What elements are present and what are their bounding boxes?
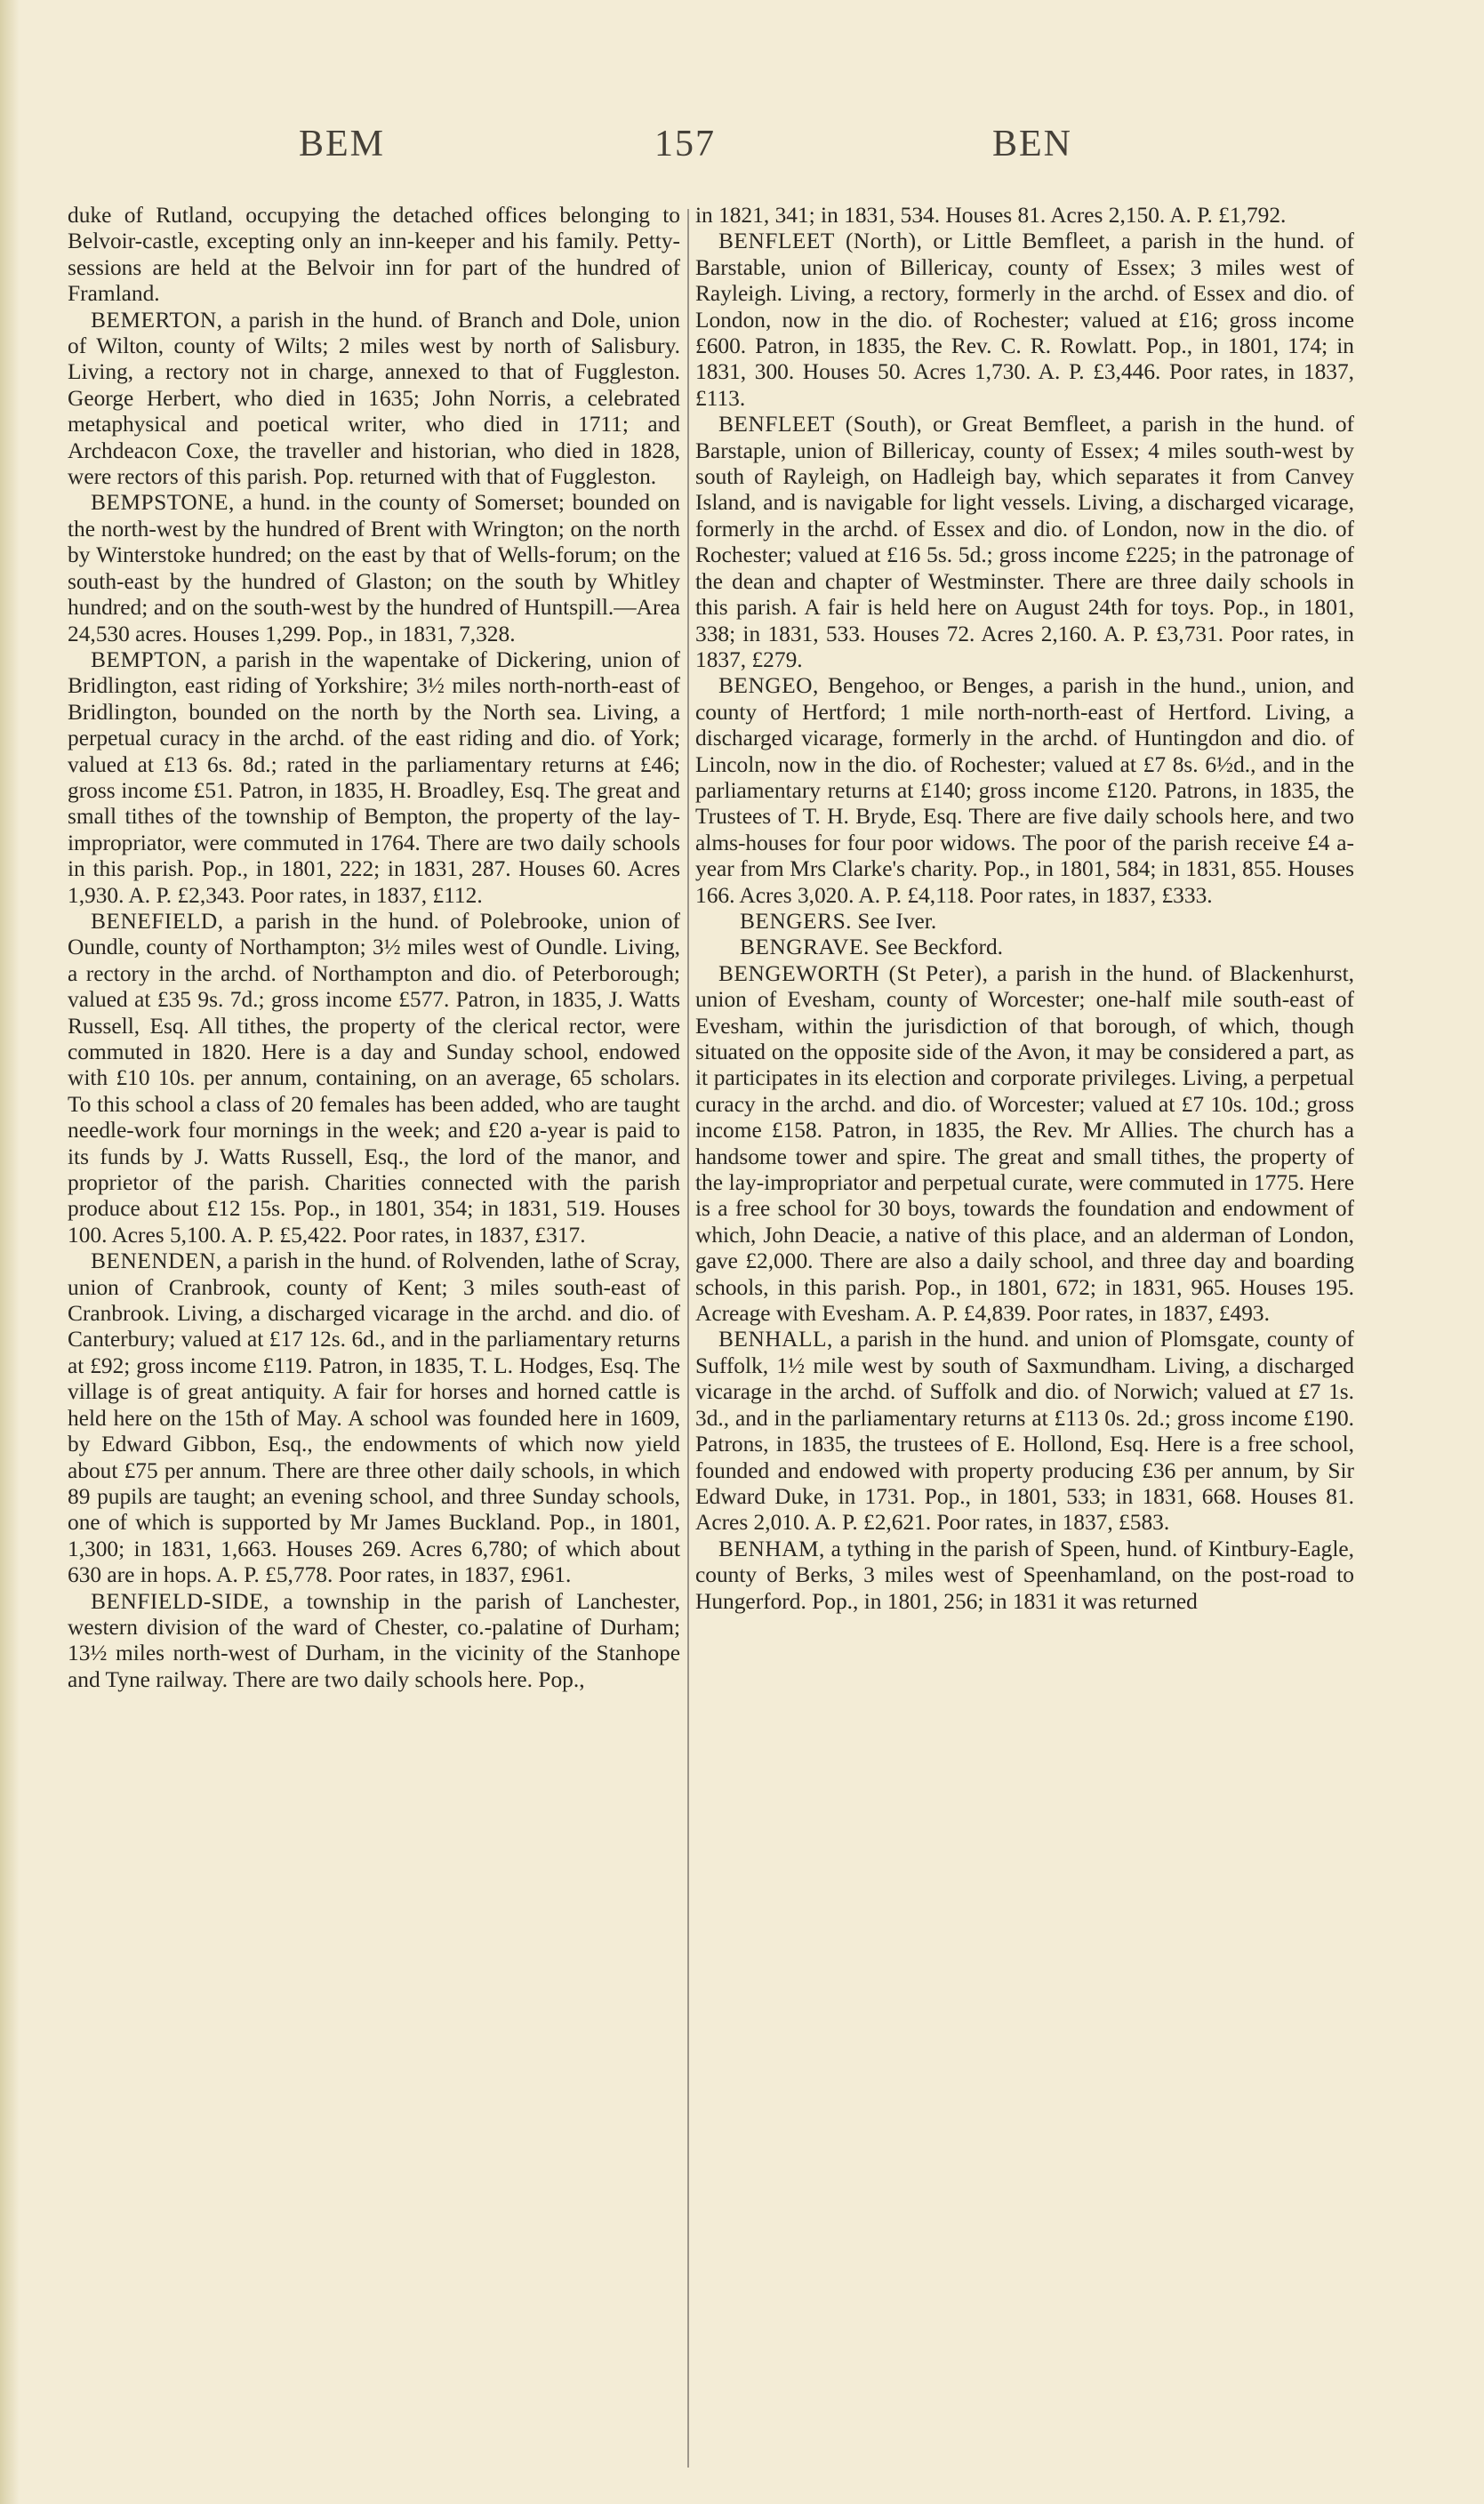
entry-headword: BEMERTON, — [91, 307, 223, 333]
gazetteer-entry — [68, 1589, 680, 1694]
page-number: 157 — [654, 124, 716, 165]
entry-continuation — [695, 203, 1354, 229]
entry-text: or Great Bemfleet, a parish in the hund. of Barstaple, union of Billericay, county of Essex; 4 miles south-west by south of Rayleigh, on Hadleigh bay, which separates it from Canvey Island, and is navigable for light vessels. Living, a discharged vicarage, formerly in the archd. of Essex and dio. of London, now in the dio. of Rochester; valued at £16 5s. 5d.; gross income £225; in the patronage of the dean and chapter of Westminster. There are three daily schools in this parish. A fair is held here on August 24th for toys. Pop., in 1801, 338; in 1831, 533. Houses 72. Acres 2,160. A. P. £3,731. Poor rates, in 1837, £279. — [695, 412, 1354, 672]
entry-text: a parish in the hund. of Branch and Dole, union of Wilton, county of Wilts; 2 miles west by north of Salisbury. Living, a rectory not in charge, annexed to that of Fuggleston. George Herbert, who died in 1635; John Norris, a celebrated metaphysical and poetical writer, who died in 1711; and Archdeacon Coxe, the traveller and historian, who died in 1828, were rectors of this parish. Pop. returned with that of Fuggleston. — [68, 307, 680, 490]
gazetteer-entry — [695, 412, 1354, 673]
gazetteer-entry — [695, 909, 1354, 935]
entry-text: a township in the parish of Lanchester, western division of the ward of Chester, co.-palatine of Durham; 13½ miles north-west of Durham, in the vicinity of the Stanhope and Tyne railway. There are two daily schools here. Pop., — [68, 1588, 680, 1692]
entry-headword: BENFLEET (South), — [718, 412, 923, 437]
gazetteer-entry — [695, 1327, 1354, 1536]
gazetteer-entry — [695, 935, 1354, 960]
entry-headword: BENFLEET (North), — [718, 229, 923, 254]
entry-text: a parish in the hund. of Polebrooke, union of Oundle, county of Northampton; 3½ miles west of Oundle. Living, a rectory in the archd. of Northampton and dio. of Peterborough; valued at £35 9s. 7d.; gross income £577. Patron, in 1835, J. Watts Russell, Esq. All tithes, the property of the clerical rector, were commuted in 1820. Here is a day and Sunday school, endowed with £10 10s. per annum, containing, on an average, 65 scholars. To this school a class of 20 females has been added, who are taught needle-work four mornings in the week; and £20 a-year is paid to its funds by J. Watts Russell, Esq., the lord of the manor, and proprietor of the parish. Charities connected with the parish produce about £12 15s. Pop., in 1801, 354; in 1831, 519. Houses 100. Acres 5,100. A. P. £5,422. Poor rates, in 1837, £317. — [68, 908, 680, 1248]
entry-headword: BENHALL, — [718, 1327, 833, 1352]
entry-continuation — [68, 203, 680, 308]
entry-headword: BENFIELD-SIDE, — [91, 1588, 269, 1614]
entry-headword: BENHAM, — [718, 1536, 825, 1561]
entry-headword: BEMPTON, — [91, 646, 208, 672]
gazetteer-entry — [68, 308, 680, 491]
entry-text: a hund. in the county of Somerset; bounded on the north-west by the hundred of Brent with Wrington; on the north by Winterstoke hundred; on the east by that of Wells-forum; on the south-east by the hundred of Glaston; on the south by Whitley hundred; and on the south-west by the hundred of Huntspill.—Area 24,530 acres. Houses 1,299. Pop., in 1831, 7,328. — [68, 490, 680, 646]
header-left-guide-word: BEM — [299, 124, 386, 165]
entry-text: See Beckford. — [869, 935, 1003, 960]
gazetteer-entry — [695, 673, 1354, 909]
entry-text: Bengehoo, or Benges, a parish in the hund., union, and county of Hertford; 1 mile north-north-east of Hertford. Living, a discharged vicarage, formerly in the archd. of Huntingdon and dio. of Lincoln, now in the dio. of Rochester; valued at £7 8s. 6½d., and in the parliamentary returns at £140; gross income £120. Patrons, in 1835, the Trustees of T. H. Bryde, Esq. There are five daily schools here, and two alms-houses for four poor widows. The poor of the parish receive £4 a-year from Mrs Clarke's charity. Pop., in 1801, 584; in 1831, 855. Houses 166. Acres 3,020. A. P. £4,118. Poor rates, in 1837, £333. — [695, 673, 1354, 908]
entry-text: a parish in the hund. of Blackenhurst, union of Evesham, county of Worcester; one-half mile south-east of Evesham, within the jurisdiction of that borough, of which, though situated on the opposite side of the Avon, it may be considered a part, as it participates in its election and corporate privileges. Living, a perpetual curacy in the archd. and dio. of Worcester; valued at £7 10s. 10d.; gross income £158. Patron, in 1835, the Rev. Mr Allies. The church has a handsome tower and spire. The great and small tithes, the property of the lay-impropriator and perpetual curate, were commuted in 1775. Here is a free school for 30 boys, towards the foundation and endowment of which, John Deacie, a native of this place, and an alderman of London, gave £2,000. There are also a daily school, and three day and boarding schools, in this parish. Pop., in 1801, 672; in 1831, 965. Houses 195. Acreage with Evesham. A. P. £4,839. Poor rates, in 1837, £493. — [695, 960, 1354, 1327]
entry-headword: BEMPSTONE, — [91, 490, 235, 516]
running-header — [0, 123, 1484, 176]
gazetteer-entry — [68, 1248, 680, 1588]
gazetteer-entry — [68, 909, 680, 1248]
entry-headword: BENEFIELD, — [91, 908, 224, 934]
column-divider — [687, 209, 689, 2468]
entry-headword: BENGEO, — [718, 673, 819, 699]
gazetteer-entry — [695, 229, 1354, 412]
entry-text: in 1821, 341; in 1831, 534. Houses 81. Acres 2,150. A. P. £1,792. — [695, 203, 1287, 228]
page-edge-shadow — [0, 0, 20, 2504]
entry-headword: BENENDEN, — [91, 1248, 222, 1274]
header-right-guide-word: BEN — [992, 124, 1072, 165]
entry-headword: BENGEWORTH (St Peter), — [718, 960, 989, 986]
entry-text: a parish in the hund. and union of Plomsgate, county of Suffolk, 1½ mile west by south of Saxmundham. Living, a discharged vicarage in the archd. of Suffolk and dio. of Norwich; valued at £7 1s. 3d., and in the parliamentary returns at £113 0s. 2d.; gross income £190. Patrons, in 1835, the trustees of E. Hollond, Esq. Here is a free school, founded and endowed with property producing £36 per annum, by Sir Edward Duke, in 1731. Pop., in 1801, 533; in 1831, 668. Houses 81. Acres 2,010. A. P. £2,621. Poor rates, in 1837, £583. — [695, 1327, 1354, 1536]
entry-headword: BENGERS. — [740, 908, 853, 934]
entry-text: a tything in the parish of Speen, hund. of Kintbury-Eagle, county of Berks, 3 miles west of Speenhamland, on the post-road to Hungerford. Pop., in 1801, 256; in 1831 it was returned — [695, 1536, 1354, 1614]
entry-text: See Iver. — [852, 908, 937, 934]
gazetteer-entry — [695, 1537, 1354, 1615]
gazetteer-entry — [695, 961, 1354, 1328]
entry-headword: BENGRAVE. — [740, 935, 870, 960]
entry-text: or Little Bemfleet, a parish in the hund. of Barstable, union of Billericay, county of Essex; 3 miles west of Rayleigh. Living, a rectory, formerly in the archd. of Essex and dio. of London, now in the dio. of Rochester; valued at £16; gross income £600. Patron, in 1835, the Rev. C. R. Rowlatt. Pop., in 1801, 174; in 1831, 300. Houses 50. Acres 1,730. A. P. £3,446. Poor rates, in 1837, £113. — [695, 229, 1354, 411]
left-column — [68, 203, 680, 2479]
right-column — [695, 203, 1354, 2479]
entry-text: a parish in the wapentake of Dickering, union of Bridlington, east riding of Yorkshire; 3½ miles north-north-east of Bridlington, bounded on the north by the North sea. Living, a perpetual curacy in the archd. of the east riding and dio. of York; valued at £13 6s. 8d.; rated in the parliamentary returns at £46; gross income £51. Patron, in 1835, H. Broadley, Esq. The great and small tithes of the township of Bempton, the property of the lay-impropriator, were commuted in 1764. There are two daily schools in this parish. Pop., in 1801, 222; in 1831, 287. Houses 60. Acres 1,930. A. P. £2,343. Poor rates, in 1837, £112. — [68, 646, 680, 908]
gazetteer-entry — [68, 647, 680, 909]
entry-text: a parish in the hund. of Rolvenden, lathe of Scray, union of Cranbrook, county of Kent; 3 miles south-east of Cranbrook. Living, a discharged vicarage in the archd. and dio. of Canterbury; valued at £17 12s. 6d., and in the parliamentary returns at £92; gross income £119. Patron, in 1835, T. L. Hodges, Esq. The village is of great antiquity. A fair for horses and horned cattle is held here on the 15th of May. A school was founded here in 1609, by Edward Gibbon, Esq., the endowments of which now yield about £75 per annum. There are three other daily schools, in which 89 pupils are taught; an evening school, and three Sunday schools, one of which is supported by Mr James Buckland. Pop., in 1801, 1,300; in 1831, 1,663. Houses 269. Acres 6,780; of which about 630 are in hops. A. P. £5,778. Poor rates, in 1837, £961. — [68, 1248, 680, 1588]
entry-text: duke of Rutland, occupying the detached offices belonging to Belvoir-castle, excepting only an inn-keeper and his family. Petty-sessions are held at the Belvoir inn for part of the hundred of Framland. — [68, 203, 680, 307]
gazetteer-entry — [68, 490, 680, 646]
